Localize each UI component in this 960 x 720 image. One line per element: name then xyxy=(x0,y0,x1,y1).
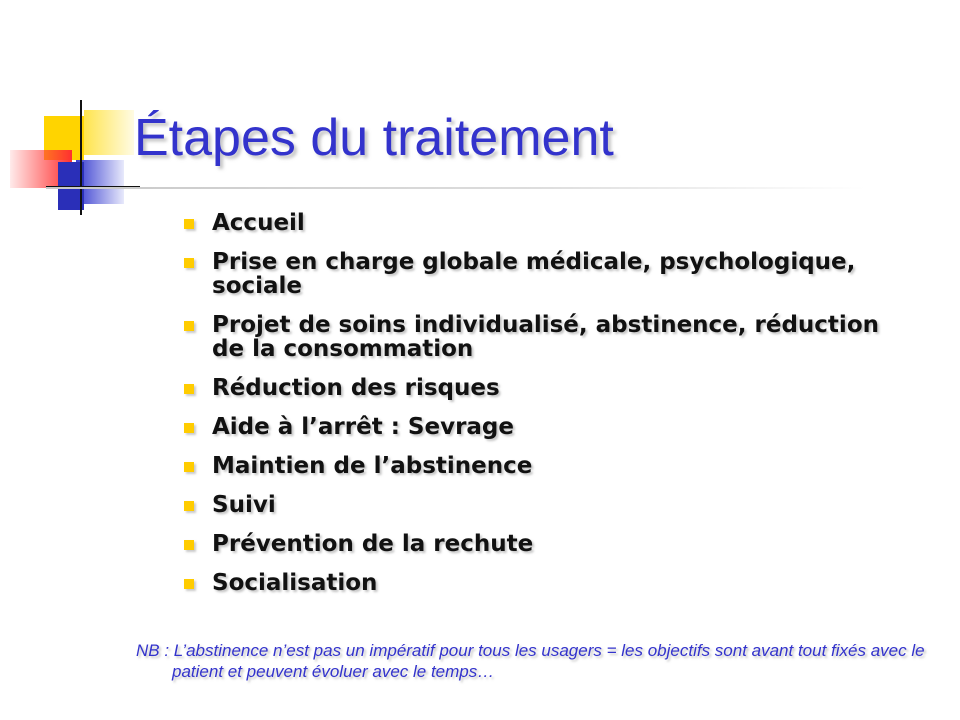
bullet-item xyxy=(184,415,904,439)
vertical-line xyxy=(80,100,82,215)
bullet-item xyxy=(184,571,904,595)
square-bullet-icon xyxy=(184,258,194,268)
square-bullet-icon xyxy=(184,462,194,472)
bullet-list xyxy=(184,211,904,610)
slide-title: Étapes du traitement xyxy=(134,109,614,167)
yellow-fade-square-shape xyxy=(84,110,134,155)
title-underline xyxy=(46,187,866,189)
slide-decoration-icon xyxy=(0,0,140,230)
bullet-item xyxy=(184,313,904,361)
square-bullet-icon xyxy=(184,501,194,511)
square-bullet-icon xyxy=(184,384,194,394)
bullet-item xyxy=(184,454,904,478)
square-bullet-icon xyxy=(184,579,194,589)
bullet-text: Socialisation xyxy=(212,570,378,596)
square-bullet-icon xyxy=(184,540,194,550)
square-bullet-icon xyxy=(184,219,194,229)
bullet-text: Suivi xyxy=(212,492,276,518)
footnote: NB : L’abstinence n’est pas un impératif pour tous les usagers = les objectifs sont avant tout fixés avec le patient et peuvent évoluer avec le temps… xyxy=(136,641,925,681)
bullet-item xyxy=(184,211,904,235)
square-bullet-icon xyxy=(184,321,194,331)
bullet-text: Prise en charge globale médicale, psychologique, sociale xyxy=(212,249,856,299)
bullet-item xyxy=(184,532,904,556)
bullet-text: Réduction des risques xyxy=(212,375,500,401)
bullet-item xyxy=(184,250,904,298)
bullet-text: Projet de soins individualisé, abstinence, réduction de la consommation xyxy=(212,312,879,362)
bullet-text: Prévention de la rechute xyxy=(212,531,534,557)
bullet-text: Accueil xyxy=(212,210,305,236)
bullet-item xyxy=(184,376,904,400)
square-bullet-icon xyxy=(184,423,194,433)
bullet-text: Maintien de l’abstinence xyxy=(212,453,533,479)
bullet-text: Aide à l’arrêt : Sevrage xyxy=(212,414,514,440)
bullet-item xyxy=(184,493,904,517)
